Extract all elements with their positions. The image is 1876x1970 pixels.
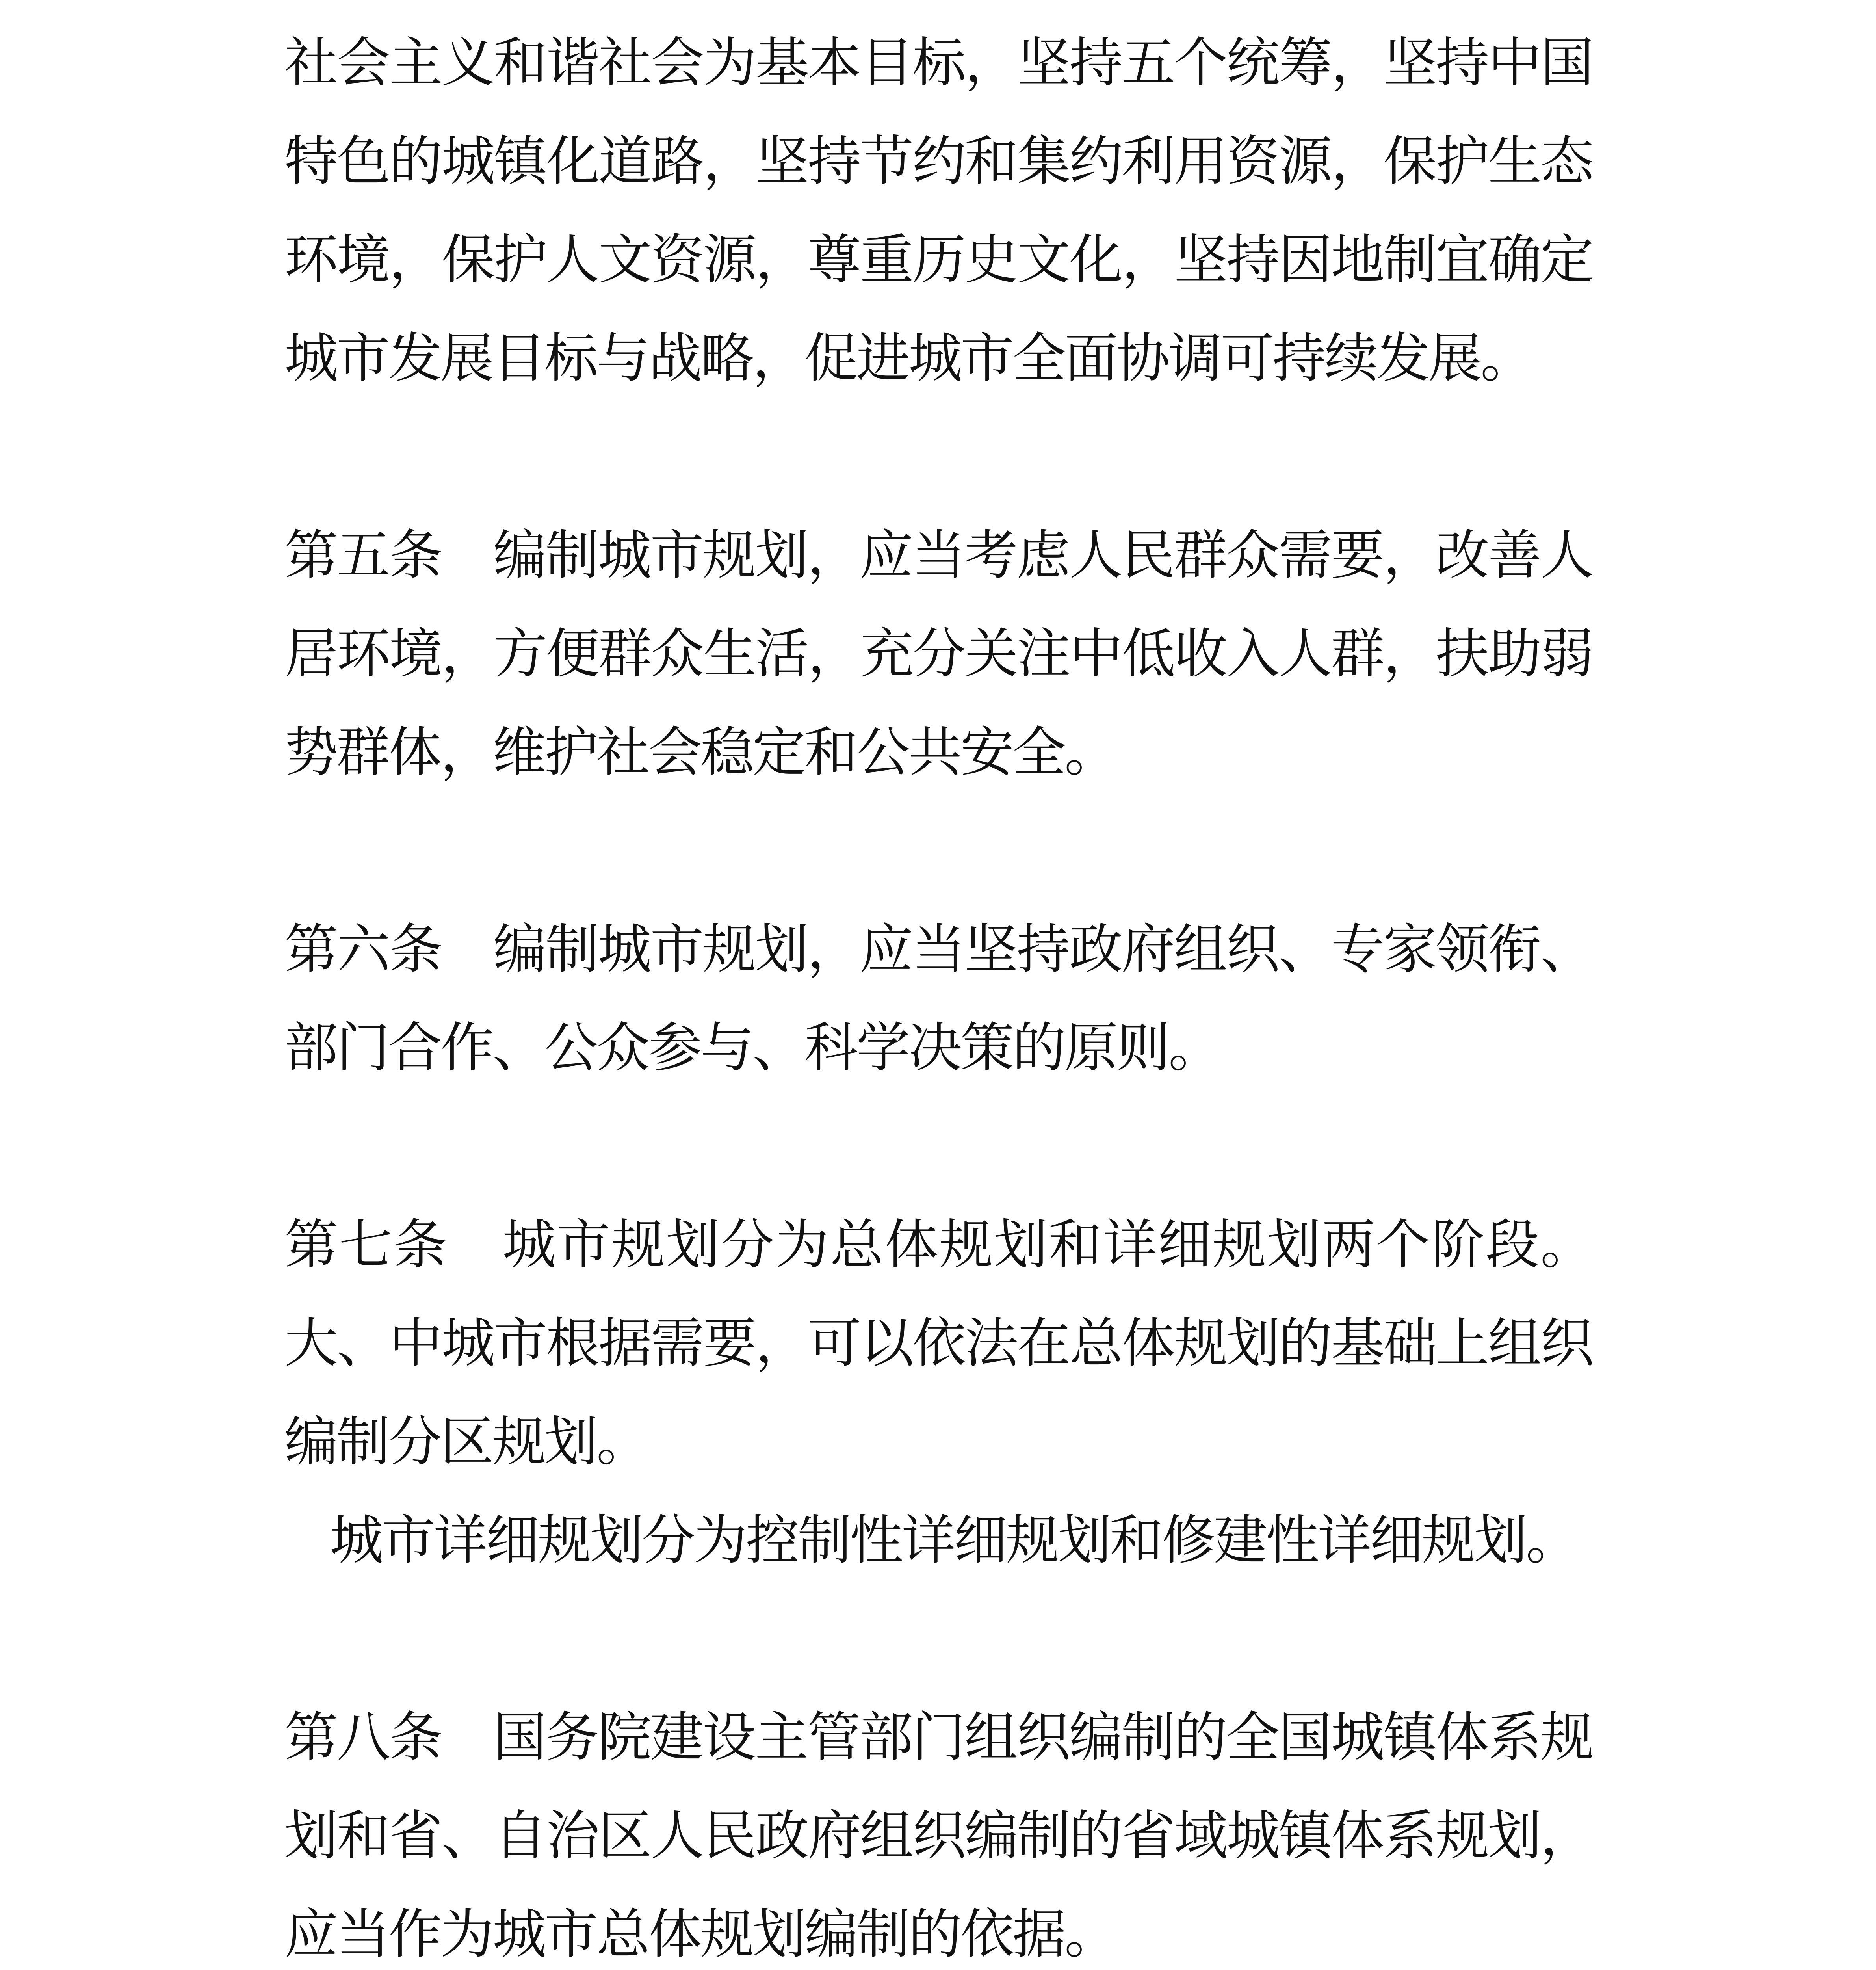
article-6-text: 编制城市规划，应当坚持政府组织、专家领衔、部门合作、公众参与、科学决策的原则。: [284, 918, 1592, 1079]
document-body: [284, 14, 1592, 1970]
article-8: [284, 1688, 1592, 1970]
article-7: [284, 1196, 1592, 1491]
article-7-text: 城市规划分为总体规划和详细规划两个阶段。大、中城市根据需要，可以依法在总体规划的基础上组织编制分区规划。: [284, 1214, 1593, 1473]
article-6: [284, 900, 1592, 1097]
paragraph-continuation: 社会主义和谐社会为基本目标，坚持五个统筹，坚持中国特色的城镇化道路，坚持节约和集约利用资源，保护生态环境，保护人文资源，尊重历史文化，坚持因地制宜确定城市发展目标与战略，促进城市全面协调可持续发展。: [284, 32, 1592, 390]
article-5-number: 第五条: [284, 524, 442, 587]
article-8-number: 第八条: [284, 1706, 442, 1769]
article-6-number: 第六条: [284, 918, 442, 981]
article-5: [284, 506, 1592, 802]
article-8-text: 国务院建设主管部门组织编制的全国城镇体系规划和省、自治区人民政府组织编制的省域城镇体系规划，应当作为城市总体规划编制的依据。: [284, 1706, 1592, 1966]
article-7-subparagraph: 城市详细规划分为控制性详细规划和修建性详细规划。: [330, 1509, 1578, 1572]
article-5-text: 编制城市规划，应当考虑人民群众需要，改善人居环境，方便群众生活，充分关注中低收入人群，扶助弱势群体，维护社会稳定和公共安全。: [284, 524, 1592, 784]
article-7-number: 第七条: [284, 1214, 449, 1276]
